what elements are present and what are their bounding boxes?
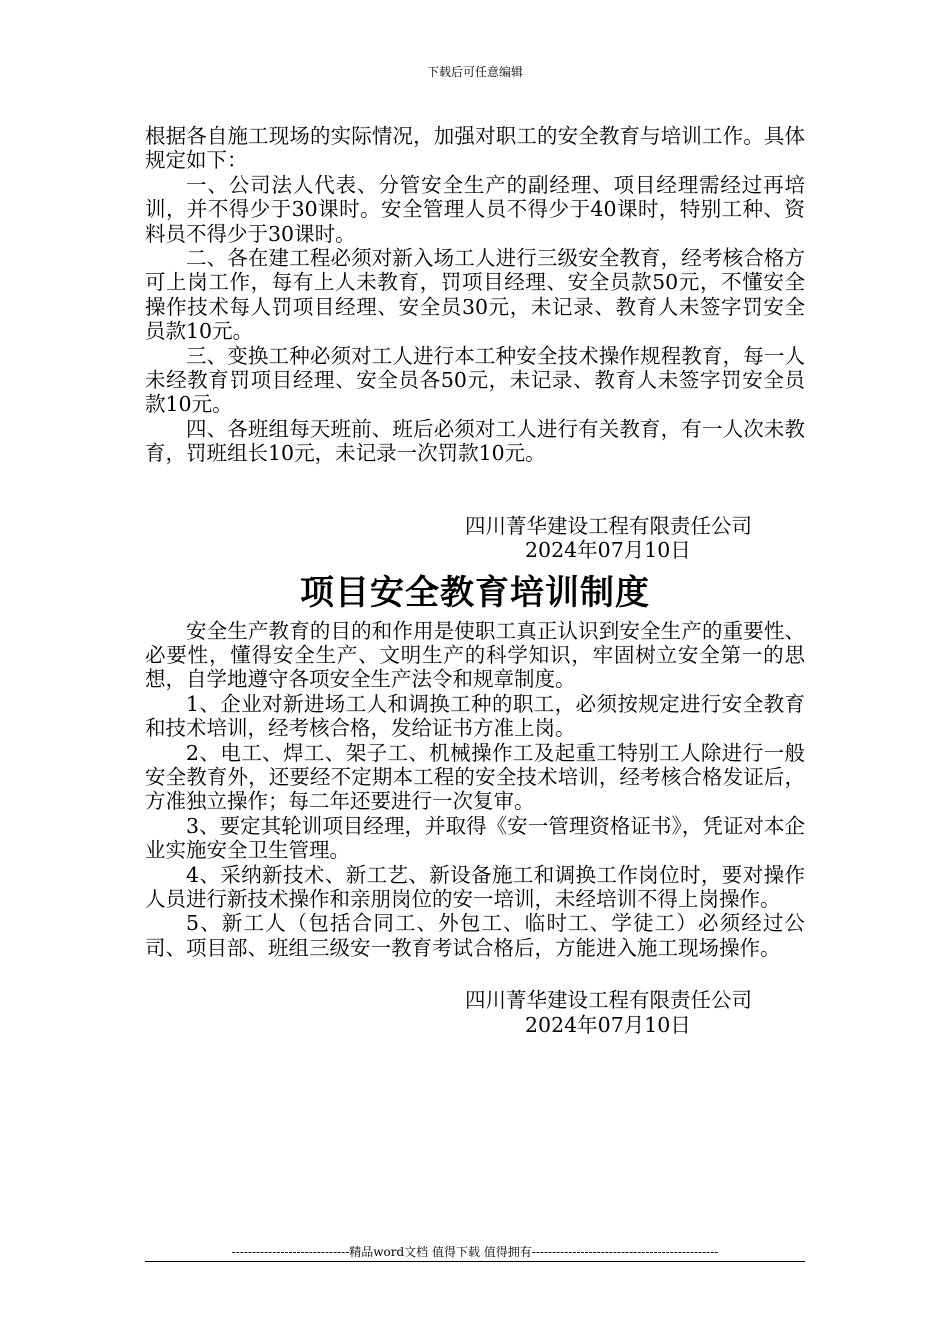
paragraph: 四、各班组每天班前、班后必须对工人进行有关教育，有一人次未教育，罚班组长10元，未记录一次罚款10元。 xyxy=(145,416,805,466)
paragraph: 2、电工、焊工、架子工、机械操作工及起重工特别工人除进行一般安全教育外，还要经不定期本工程的安全技术培训，经考核合格发证后，方准独立操作；每二年还要进行一次复审。 xyxy=(145,740,805,814)
paragraph: 根据各自施工现场的实际情况，加强对职工的安全教育与培训工作。具体规定如下： xyxy=(145,124,805,173)
paragraph: 一、公司法人代表、分管安全生产的副经理、项目经理需经过再培训，并不得少于30课时。安全管理人员不得少于40课时，特别工种、资料员不得少于30课时。 xyxy=(145,172,805,246)
signature-company: 四川菁华建设工程有限责任公司 xyxy=(465,988,752,1013)
paragraph: 3、要定其轮训项目经理，并取得《安一管理资格证书》，凭证对本企业实施安全卫生管理。 xyxy=(145,813,805,863)
paragraph: 4、采纳新技术、新工艺、新设备施工和调换工作岗位时，要对操作人员进行新技术操作和亲朋岗位的安一培训，未经培训不得上岗操作。 xyxy=(145,862,805,911)
signature-date: 2024年07月10日 xyxy=(525,538,691,563)
paragraph: 安全生产教育的目的和作用是使职工真正认识到安全生产的重要性、必要性，懂得安全生产、文明生产的科学知识，牢固树立安全第一的思想，自学地遵守各项安全生产法令和规章制度。 xyxy=(145,618,805,692)
document-body xyxy=(145,124,805,1037)
page-header: 下载后可任意编辑 xyxy=(426,65,523,79)
document-title: 项目安全教育培训制度 xyxy=(300,572,650,613)
paragraph: 二、各在建工程必须对新入场工人进行三级安全教育，经考核合格方可上岗工作，每有上人未教育，罚项目经理、安全员款50元，不懂安全操作技术每人罚项目经理、安全员30元，未记录、教育人未签字罚安全员款10元。 xyxy=(145,246,805,344)
signature-block xyxy=(145,988,805,1037)
page-footer: -----------------------------精品word文档 值得下载 值得拥有---------------------------------------------- xyxy=(231,1245,719,1259)
paragraph: 5、新工人（包括合同工、外包工、临时工、学徒工）必须经过公司、项目部、班组三级安一教育考试合格后，方能进入施工现场操作。 xyxy=(145,911,805,960)
signature-company: 四川菁华建设工程有限责任公司 xyxy=(465,513,752,538)
signature-block xyxy=(145,514,805,563)
paragraph: 三、变换工种必须对工人进行本工种安全技术操作规程教育，每一人未经教育罚项目经理、安全员各50元，未记录、教育人未签字罚安全员款10元。 xyxy=(145,343,805,417)
signature-date: 2024年07月10日 xyxy=(525,1012,691,1037)
footer-divider xyxy=(145,1261,805,1262)
paragraph: 1、企业对新进场工人和调换工种的职工，必须按规定进行安全教育和技术培训，经考核合格，发给证书方准上岗。 xyxy=(145,691,805,741)
